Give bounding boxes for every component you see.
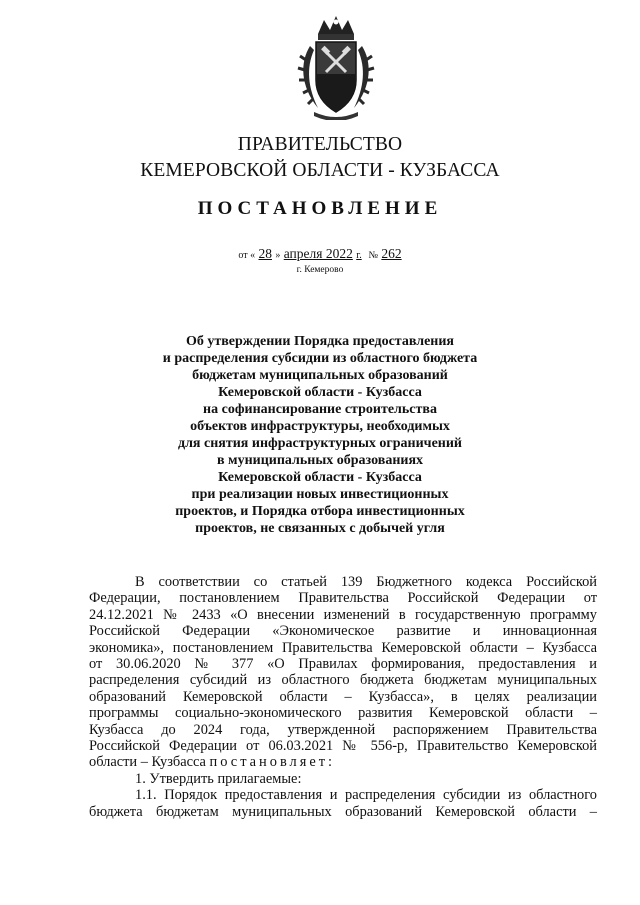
title-line: объектов инфраструктуры, необходимых [190,419,450,434]
item-1: 1. Утвердить прилагаемые: [135,770,302,787]
title-line: Кемеровской области - Кузбасса [218,385,422,400]
body-line: Российской Федерации от 06.03.2021 № 556-р, Правительство Кемеровской [89,738,597,755]
document-type-heading: ПОСТАНОВЛЕНИЕ [197,198,443,219]
date-mid: » [275,250,281,261]
number-label: № [368,250,378,261]
date-prefix: от « [238,250,256,261]
title-line: проектов, и Порядка отбора инвестиционных [175,504,465,519]
date-day: 28 [258,246,272,261]
resolves-suffix: : [328,754,333,771]
document-number: 262 [381,246,402,261]
title-line: при реализации новых инвестиционных [191,487,449,502]
body-line: 24.12.2021 № 2433 «О внесении изменений в государственную программу [89,606,597,623]
body-line-resolves [89,754,597,770]
body-line: образований Кемеровской области – Кузбасса», в целях реализации [89,688,597,705]
body-line: от 30.06.2020 № 377 «О Правилах формирования, предоставления и [89,656,597,673]
date-month-year: апреля 2022 [283,246,353,261]
resolves-word: постановляет [209,754,329,771]
title-line: бюджетам муниципальных образований [192,368,448,383]
government-title-line1: ПРАВИТЕЛЬСТВО [237,134,403,155]
date-year-suffix: г. [356,250,362,261]
coat-of-arms-icon [296,12,376,120]
title-line: в муниципальных образованиях [216,453,424,468]
body-line: Кузбасса до 2024 года, утвержденной распоряжением Правительства [89,721,597,738]
body-line: экономика», постановлением Правительства Кемеровской области – Кузбасса [89,639,597,656]
item-1-1-line1: 1.1. Порядок предоставления и распределения субсидии из областного [135,787,597,804]
item-1-1-line2: бюджета бюджетам муниципальных образований Кемеровской области – [89,803,597,820]
title-line: проектов, не связанных с добычей угля [195,521,445,536]
date-number-line [0,246,640,262]
title-line: Об утверждении Порядка предоставления [185,334,455,349]
body-line: В соответствии со статьей 139 Бюджетного кодекса Российской [135,574,597,590]
city-label: г. Кемерово [296,265,344,275]
resolves-prefix: области – Кузбасса [89,754,210,771]
title-line: Кемеровской области - Кузбасса [218,470,422,485]
title-line: для снятия инфраструктурных ограничений [178,436,462,451]
government-title-line2: КЕМЕРОВСКОЙ ОБЛАСТИ - КУЗБАССА [140,160,500,181]
body-line: Федерации, постановлением Правительства Российской Федерации от [89,590,597,607]
body-line: программы социально-экономического развития Кемеровской области – [89,705,597,722]
body-line: Российской Федерации «Экономическое развитие и инновационная [89,623,597,640]
body-line: распределения субсидий из областного бюджета бюджетам муниципальных [89,672,597,689]
title-line: на софинансирование строительства [203,402,437,417]
title-line: и распределения субсидии из областного бюджета [162,351,478,366]
document-body [89,574,597,820]
document-title [150,333,490,537]
